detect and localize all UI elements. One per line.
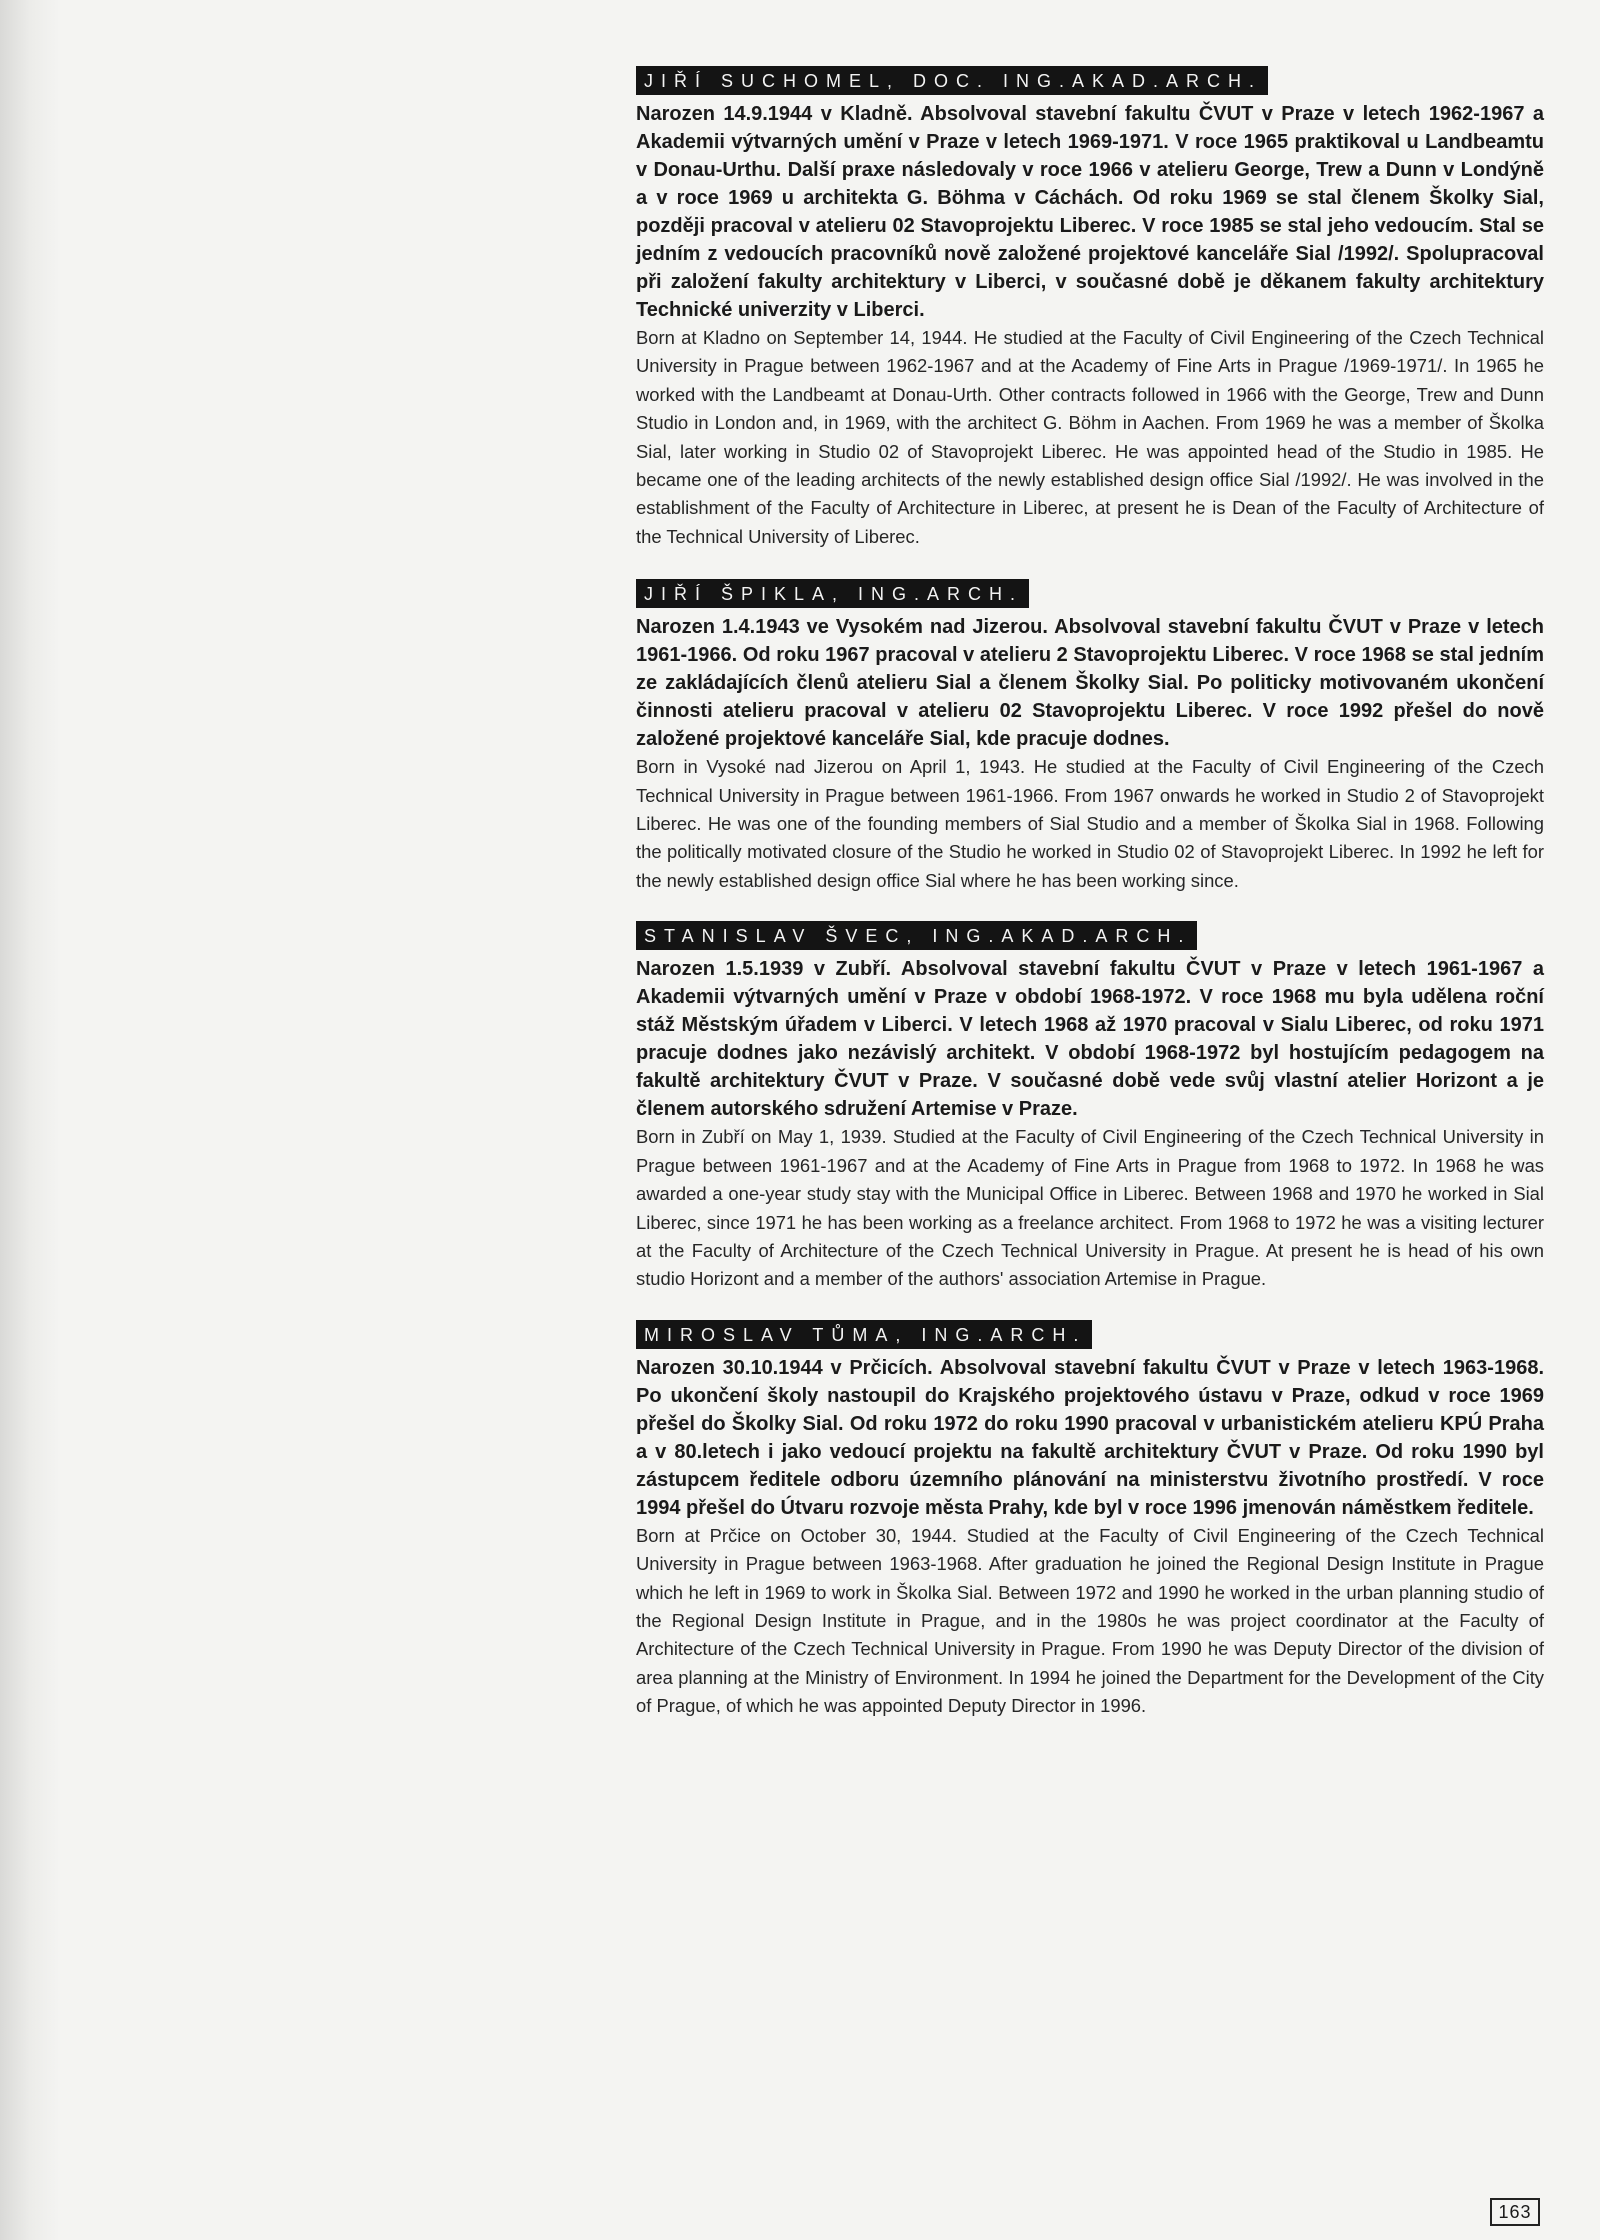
biography-english-text: Born at Prčice on October 30, 1944. Studied at the Faculty of Civil Engineering of the Czech Technical University in Prague between 1963-1968. After graduation he joined the Regional Design Institute in Prague which he left in 1969 to work in Školka Sial. Between 1972 and 1990 he worked in the urban planning studio of the Regional Design Institute in Prague, and in the 1980s he was project coordinator at the Faculty of Architecture of the Czech Technical University in Prague. From 1990 he was Deputy Director of the division of area planning at the Ministry of Environment. In 1994 he joined the Department for the Development of the City of Prague, of which he was appointed Deputy Director in 1996. [636,1524,1544,1717]
biography-heading: STANISLAV ŠVEC, ING.AKAD.ARCH. [636,921,1197,950]
page-number: 163 [1490,2198,1540,2226]
biography-english-text: Born at Kladno on September 14, 1944. He studied at the Faculty of Civil Engineering of the Czech Technical University in Prague between 1962-1967 and at the Academy of Fine Arts in Prague /1969-1971/. In 1965 he worked with the Landbeamt at Donau-Urth. Other contracts followed in 1966 with the George, Trew and Dunn Studio in London and, in 1969, with the architect G. Böhm in Aachen. From 1969 he was a member of Školka Sial, later working in Studio 02 of Stavoprojekt Liberec. He was appointed head of the Studio in 1985. He became one of the leading architects of the newly established design office Sial /1992/. He was involved in the establishment of the Faculty of Architecture in Liberec, at present he is Dean of the Faculty of Architecture of the Technical University of Liberec. [636,327,1544,547]
biography-entry [636,579,1544,895]
biography-czech-text: Narozen 30.10.1944 v Prčicích. Absolvoval stavební fakultu ČVUT v Praze v letech 1963-1968. Po ukončení školy nastoupil do Krajského projektového ústavu v Praze, odkud v roce 1969 přešel do Školky Sial. Od roku 1972 do roku 1990 pracoval v urbanistickém atelieru KPÚ Praha a v 80.letech i jako vedoucí projektu na fakultě architektury ČVUT v Praze. Od roku 1990 byl zástupcem ředitele odboru územního plánování na ministerstvu životního prostředí. V roce 1994 přešel do Útvaru rozvoje města Prahy, kde byl v roce 1996 jmenován náměstkem ředitele. [636,1356,1544,1519]
biography-heading: JIŘÍ SUCHOMEL, DOC. ING.AKAD.ARCH. [636,66,1268,95]
biography-english-text: Born in Zubří on May 1, 1939. Studied at the Faculty of Civil Engineering of the Czech Technical University in Prague between 1961-1967 and at the Academy of Fine Arts in Prague from 1968 to 1972. In 1968 he was awarded a one-year study stay with the Municipal Office in Liberec. Between 1968 and 1970 he worked in Sial Liberec, since 1971 he has been working as a freelance architect. From 1968 to 1972 he was a visiting lecturer at the Faculty of Architecture of the Czech Technical University in Prague. At present he is head of his own studio Horizont and a member of the authors' association Artemise in Prague. [636,1126,1544,1290]
biography-heading: MIROSLAV TŮMA, ING.ARCH. [636,1320,1092,1349]
biography-entry [636,921,1544,1293]
biographies-column [636,66,1544,1747]
biography-english-text: Born in Vysoké nad Jizerou on April 1, 1943. He studied at the Faculty of Civil Engineering of the Czech Technical University in Prague between 1961-1966. From 1967 onwards he worked in Studio 2 of Stavoprojekt Liberec. He was one of the founding members of Sial Studio and a member of Školka Sial in 1968. Following the politically motivated closure of the Studio he worked in Studio 02 of Stavoprojekt Liberec. In 1992 he left for the newly established design office Sial where he has been working since. [636,756,1544,891]
page-binding-shadow [0,0,60,2240]
biography-entry [636,1320,1544,1721]
biography-czech-text: Narozen 1.4.1943 ve Vysokém nad Jizerou. Absolvoval stavební fakultu ČVUT v Praze v letech 1961-1966. Od roku 1967 pracoval v atelieru 2 Stavoprojektu Liberec. V roce 1968 se stal jedním ze zakládajících členů atelieru Sial a členem Školky Sial. Po politicky motivovaném ukončení činnosti atelieru pracoval v atelieru 02 Stavoprojektu Liberec. V roce 1992 přešel do nově založené projektové kanceláře Sial, kde pracuje dodnes. [636,616,1544,751]
biography-czech-text: Narozen 1.5.1939 v Zubří. Absolvoval stavební fakultu ČVUT v Praze v letech 1961-1967 a Akademii výtvarných umění v Praze v období 1968-1972. V roce 1968 mu byla udělena roční stáž Městským úřadem v Liberci. V letech 1968 až 1970 pracoval v Sialu Liberec, od roku 1971 pracuje dodnes jako nezávislý architekt. V období 1968-1972 byl hostujícím pedagogem na fakultě architektury ČVUT v Praze. V současné době vede svůj vlastní atelier Horizont a je členem autorského sdružení Artemise v Praze. [636,958,1544,1121]
biography-entry [636,66,1544,551]
biography-czech-text: Narozen 14.9.1944 v Kladně. Absolvoval stavební fakultu ČVUT v Praze v letech 1962-1967 a Akademii výtvarných umění v Praze v letech 1969-1971. V roce 1965 praktikoval u Landbeamtu v Donau-Urthu. Další praxe následovaly v roce 1966 v atelieru George, Trew a Dunn v Londýně a v roce 1969 u architekta G. Böhma v Cáchách. Od roku 1969 se stal členem Školky Sial, později pracoval v atelieru 02 Stavoprojektu Liberec. V roce 1985 se stal jeho vedoucím. Stal se jedním z vedoucích pracovníků nově založené projektové kanceláře Sial /1992/. Spolupracoval při založení fakulty architektury v Liberci, v současné době je děkanem fakulty architektury Technické univerzity v Liberci. [636,103,1544,321]
biography-heading: JIŘÍ ŠPIKLA, ING.ARCH. [636,579,1029,608]
